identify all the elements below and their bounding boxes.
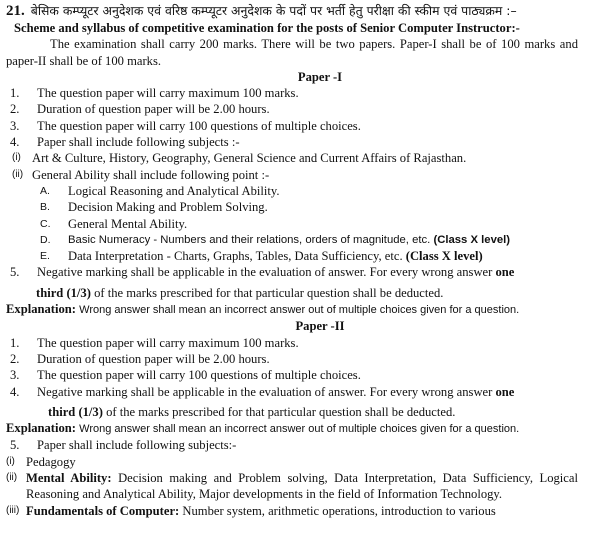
paper1-item-1: 1. The question paper will carry maximum 100 marks. [10, 86, 299, 101]
paper2-item-4: 4. Negative marking shall be applicable in the evaluation of answer. For every wrong answer one [10, 384, 515, 399]
hindi-title: बेसिक कम्प्यूटर अनुदेशक एवं वरिष्ठ कम्प्यूटर अनुदेशक के पदों पर भर्ती हेतु परीक्षा की स्कीम एवं पाठ्यक्रम :– [30, 3, 517, 18]
paper1-explanation: Explanation: Wrong answer shall mean an incorrect answer out of multiple choices given for a question. [6, 302, 520, 317]
paper1-item-3: 3. The question paper will carry 100 questions of multiple choices. [10, 118, 361, 133]
paper1-item-4: 4. Paper shall include following subjects :- [10, 135, 240, 150]
paper2-sub-iii: (iii) Fundamentals of Computer: Number system, arithmetic operations, introduction to various [6, 503, 496, 518]
paper2-item-1: 1. The question paper will carry maximum 100 marks. [10, 335, 299, 350]
section-number: 21. [6, 3, 25, 19]
paper2-item-2: 2. Duration of question paper will be 2.00 hours. [10, 351, 270, 366]
section-header [6, 2, 578, 20]
paper1-item-2: 2. Duration of question paper will be 2.00 hours. [10, 102, 270, 117]
paper1-alpha-e: E. Data Interpretation - Charts, Graphs, Tables, Data Sufficiency, etc. (Class X level) [40, 249, 483, 264]
paper2-explanation: Explanation: Wrong answer shall mean an incorrect answer out of multiple choices given for a question. [6, 421, 520, 436]
paper1-sub-i: (i) Art & Culture, History, Geography, General Science and Current Affairs of Rajasthan. [12, 151, 467, 166]
paper2-item-4-cont: third (1/3) of the marks prescribed for that particular question shall be deducted. [48, 404, 456, 419]
paper1-alpha-d: D. Basic Numeracy - Numbers and their relations, orders of magnitude, etc. (Class X level) [40, 233, 511, 246]
paper2-sub-ii: (ii) Mental Ability: Decision making and Problem solving, Data Interpretation, Data Sufficiency, Logical Reasoning and Analytical Ability, Major developments in the field of Information Technology. [6, 471, 578, 502]
intro-paragraph: The examination shall carry 200 marks. There will be two papers. Paper-I shall be of 100 marks and paper-II shall be of 100 marks. [6, 37, 578, 68]
paper2-sub-i: (i) Pedagogy [6, 454, 76, 469]
paper2-heading: Paper -II [295, 319, 345, 334]
paper1-alpha-a: A. Logical Reasoning and Analytical Ability. [40, 183, 280, 198]
paper1-heading: Paper -I [297, 69, 343, 84]
paper1-alpha-c: C. General Mental Ability. [40, 216, 188, 231]
paper1-sub-ii: (ii) General Ability shall include following point :- [12, 167, 270, 182]
paper2-item-5: 5. Paper shall include following subjects:- [10, 438, 237, 453]
paper1-alpha-b: B. Decision Making and Problem Solving. [40, 200, 268, 215]
scheme-title: Scheme and syllabus of competitive examination for the posts of Senior Computer Instructor:- [14, 21, 520, 35]
paper2-item-3: 3. The question paper will carry 100 questions of multiple choices. [10, 368, 361, 383]
document-page [0, 2, 600, 539]
paper1-item-5: 5. Negative marking shall be applicable in the evaluation of answer. For every wrong answer one [10, 265, 515, 280]
paper1-item-5-cont: third (1/3) of the marks prescribed for that particular question shall be deducted. [36, 285, 444, 300]
